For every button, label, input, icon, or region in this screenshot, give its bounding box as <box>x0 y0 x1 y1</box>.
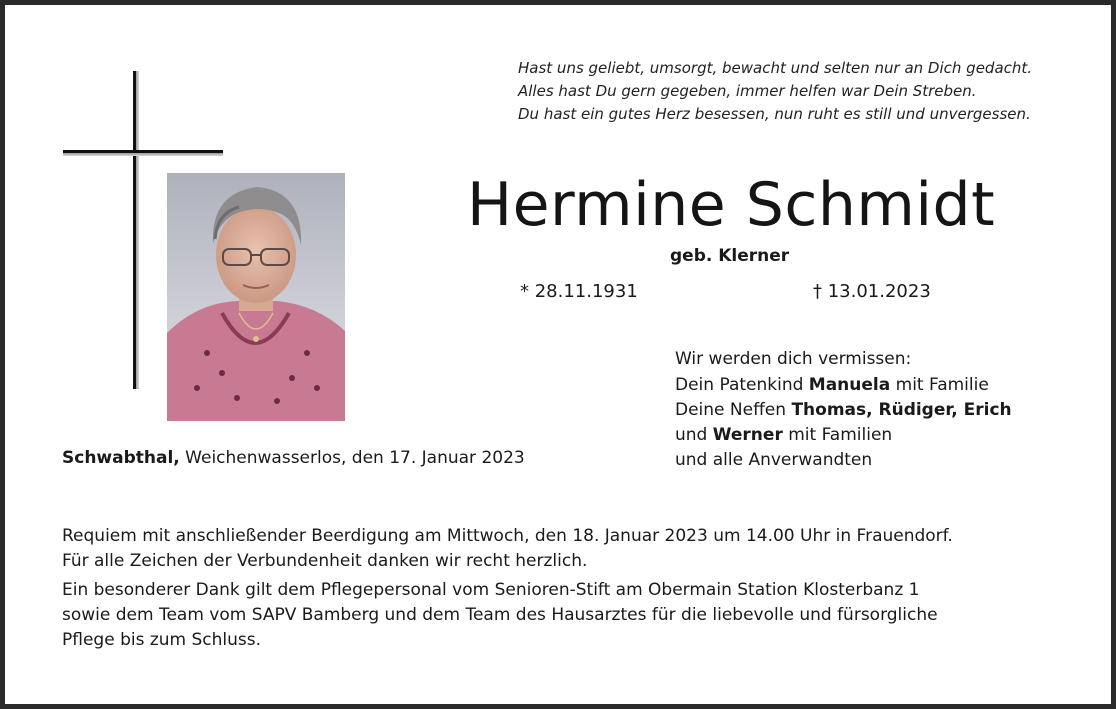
death-date: † 13.01.2023 <box>813 281 931 302</box>
poem <box>518 57 1032 126</box>
thanks-line: Ein besonderer Dank gilt dem Pflegepersonal vom Senioren-Stift am Obermain Station Klosterbanz 1 <box>62 580 920 600</box>
portrait-illustration <box>167 173 345 421</box>
mourner-line <box>675 423 1012 448</box>
cross-horizontal-bar <box>63 150 223 156</box>
thanks-text <box>62 578 938 653</box>
deceased-name: Hermine Schmidt <box>467 170 996 240</box>
announcement-line: Für alle Zeichen der Verbundenheit danken wir recht herzlich. <box>62 551 588 571</box>
place-and-date <box>62 448 525 468</box>
mourner-line <box>675 373 1012 398</box>
mourners-intro: Wir werden dich vermissen: <box>675 349 912 369</box>
poem-line: Alles hast Du gern gegeben, immer helfen war Dein Streben. <box>518 82 977 100</box>
poem-line: Hast uns geliebt, umsorgt, bewacht und selten nur an Dich gedacht. <box>518 59 1033 77</box>
poem-line: Du hast ein gutes Herz besessen, nun ruht es still und unvergessen. <box>518 105 1031 123</box>
maiden-name: geb. Klerner <box>670 246 790 266</box>
mourner-text: und <box>675 425 713 445</box>
portrait-photo <box>167 173 345 421</box>
thanks-line: sowie dem Team vom SAPV Bamberg und dem Team des Hausarztes für die liebevolle und fürsorgliche <box>62 605 938 625</box>
birth-date: * 28.11.1931 <box>520 281 638 302</box>
place-rest: Weichenwasserlos, den 17. Januar 2023 <box>179 448 525 468</box>
cross-vertical-bar <box>133 71 139 389</box>
mourners-list <box>675 347 1012 473</box>
mourner-text: Dein Patenkind <box>675 375 809 395</box>
mourner-name: Thomas, Rüdiger, Erich <box>791 400 1012 420</box>
mourner-line <box>675 398 1012 423</box>
mourner-text: mit Familien <box>782 425 893 445</box>
mourner-text: mit Familie <box>890 375 989 395</box>
mourner-line: und alle Anverwandten <box>675 450 873 470</box>
mourner-name: Manuela <box>808 375 891 395</box>
mourner-name: Werner <box>712 425 783 445</box>
announcement-line: Requiem mit anschließender Beerdigung am Mittwoch, den 18. Januar 2023 um 14.00 Uhr in Frauendorf. <box>62 526 953 546</box>
funeral-announcement <box>62 524 953 574</box>
thanks-line: Pflege bis zum Schluss. <box>62 630 262 650</box>
place-town: Schwabthal, <box>62 448 180 468</box>
mourner-text: Deine Neffen <box>675 400 792 420</box>
